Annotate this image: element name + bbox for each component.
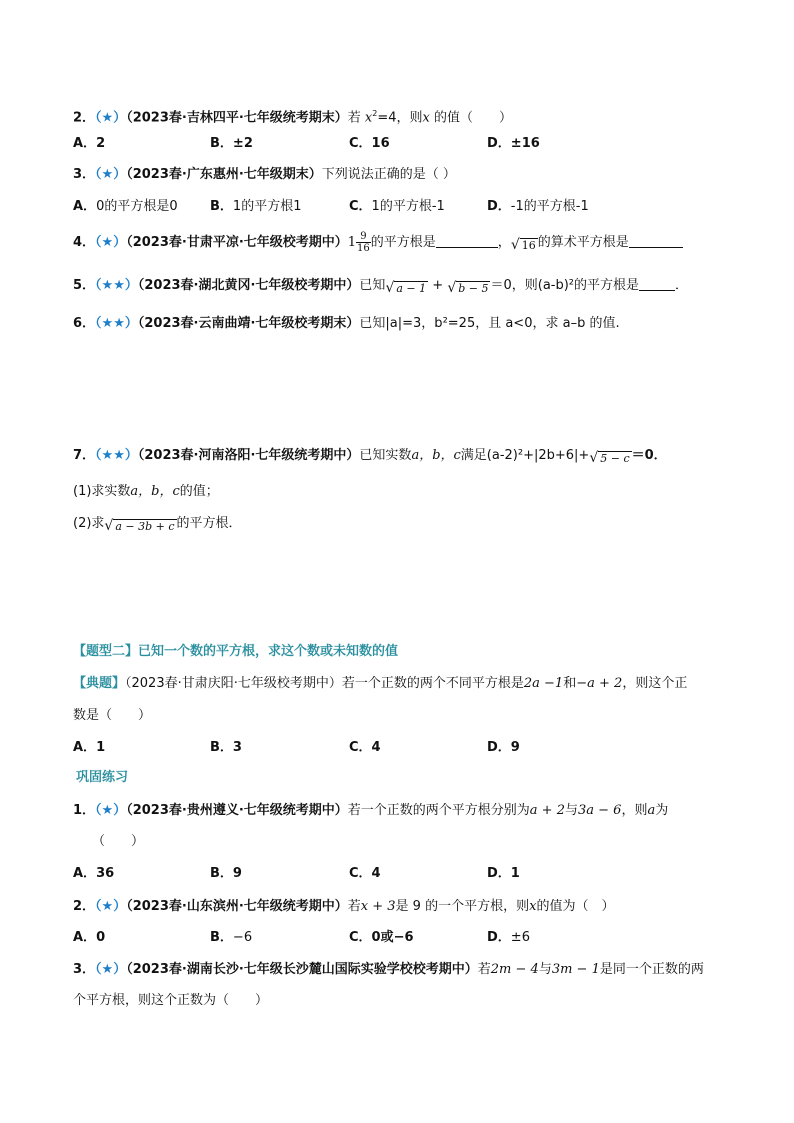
fraction [356, 231, 371, 254]
square-root [385, 278, 428, 299]
option-value: 2 [96, 136, 106, 151]
p2-source: （2023春·山东滨州·七年级统考期中） [126, 899, 348, 914]
q5-stem [73, 276, 688, 299]
option-value: ±16 [510, 136, 540, 151]
difficulty-stars: （★） [95, 235, 127, 250]
q2-option-d[interactable] [487, 134, 540, 154]
q6-number: 6． [73, 316, 96, 331]
q2-option-c[interactable] [349, 134, 390, 154]
q4-source: （2023春·甘肃平凉·七年级校考期中） [126, 235, 348, 250]
option-label: B． [210, 866, 233, 881]
option-label: B． [210, 199, 233, 214]
math-expression: 2m − 4 [490, 962, 539, 977]
example-option-c[interactable] [349, 738, 381, 758]
p3-number: 3． [73, 962, 96, 977]
option-value: 1 [510, 866, 520, 881]
q3-option-b[interactable] [210, 197, 301, 217]
q4-text: 的算术平方根是 [537, 235, 629, 250]
answer-blank[interactable] [639, 276, 675, 291]
example-text: 若一个正数的两个不同平方根是 [341, 676, 524, 691]
option-value: 4 [371, 866, 381, 881]
answer-blank[interactable] [436, 233, 498, 248]
p2-text: 是 9 的一个平方根，则 [395, 899, 530, 914]
q3-source: （2023春·广东惠州·七年级期末） [126, 167, 322, 182]
example-tag: 【典题】 [73, 676, 126, 691]
example-option-a[interactable] [73, 738, 105, 758]
q3-option-c[interactable] [349, 197, 445, 217]
option-value: 1的平方根-1 [371, 199, 445, 214]
p1-stem [73, 801, 668, 821]
q2-number: 2． [73, 110, 96, 126]
p2-option-a[interactable] [73, 928, 105, 948]
p2-text: 的值为（ ） [536, 899, 615, 914]
var-x: x [529, 899, 537, 914]
p1-source: （2023春·贵州遵义·七年级统考期中） [126, 803, 348, 818]
radicand: 5 − c [600, 452, 630, 465]
radicand: a − 1 [396, 282, 427, 295]
difficulty-stars: （★） [95, 167, 127, 182]
option-value: 0或−6 [371, 930, 414, 945]
q7-text: 已知实数 [359, 448, 412, 463]
q4-number: 4． [73, 235, 96, 250]
option-label: A． [73, 199, 97, 214]
q7-sub1-text: 的值； [179, 484, 219, 499]
p2-stem [73, 897, 614, 917]
option-value: 36 [96, 866, 115, 881]
answer-blank[interactable] [629, 233, 683, 248]
q7-text: 满足(a-2)²+|2b+6|+ [460, 448, 590, 463]
option-label: C． [349, 866, 372, 881]
exponent: 2 [372, 109, 378, 118]
variables: a，b，c [130, 484, 180, 499]
square-root [104, 516, 176, 537]
difficulty-stars: （★） [95, 803, 127, 818]
p1-text: 若一个正数的两个平方根分别为 [347, 803, 530, 818]
option-label: A． [73, 136, 97, 151]
option-label: C． [349, 199, 372, 214]
q6-text: 已知|a|=3，b²=25，且 a<0，求 a–b 的值. [359, 316, 620, 331]
q5-text: ＝0，则(a-b)²的平方根是 [490, 278, 640, 293]
section-title: 【题型二】已知一个数的平方根，求这个数或未知数的值 [73, 644, 399, 659]
difficulty-stars: （★★） [95, 278, 138, 293]
p2-option-c[interactable] [349, 928, 414, 948]
q3-stem [73, 165, 456, 185]
p3-source: （2023春·湖南长沙·七年级长沙麓山国际实验学校校考期中） [126, 962, 478, 977]
p3-stem [73, 960, 704, 980]
example-text: 和 [563, 676, 577, 691]
q7-number: 7． [73, 448, 96, 463]
q7-stem [73, 446, 667, 469]
difficulty-stars: （★） [95, 110, 127, 126]
option-label: A． [73, 866, 97, 881]
radical-sign-icon: √ [385, 280, 395, 296]
q7-sub1 [73, 482, 219, 502]
p2-option-b[interactable] [210, 928, 252, 948]
difficulty-stars: （★★） [95, 448, 138, 463]
p1-text: 与 [564, 803, 578, 818]
option-value: 9 [232, 866, 242, 881]
math-expression: 3a − 6 [577, 803, 622, 818]
q7-source: （2023春·河南洛阳·七年级统考期中） [137, 448, 360, 463]
option-label: B． [210, 740, 233, 755]
option-label: C． [349, 740, 372, 755]
q2-text: 若 [347, 110, 365, 126]
q5-source: （2023春·湖北黄冈·七年级校考期中） [137, 278, 360, 293]
p2-option-d[interactable] [487, 928, 530, 948]
math-expression: 2a −1 [523, 676, 564, 691]
p1-option-d[interactable] [487, 864, 520, 884]
p3-text: 是同一个正数的两 [599, 962, 704, 977]
p3-stem-line2: 个平方根，则这个正数为（ ） [73, 993, 269, 1008]
option-label: A． [73, 740, 97, 755]
example-source: （2023春·甘肃庆阳·七年级校考期中） [125, 676, 342, 691]
option-label: D． [487, 866, 511, 881]
q4-text: ， [497, 235, 511, 250]
option-label: D． [487, 930, 511, 945]
q2-source: （2023春·吉林四平·七年级统考期末） [126, 110, 348, 126]
q5-number: 5． [73, 278, 96, 293]
p1-text: 为 [655, 803, 669, 818]
square-root [589, 448, 631, 469]
p3-text: 若 [477, 962, 491, 977]
q3-option-d[interactable] [487, 197, 589, 217]
square-root [447, 278, 490, 299]
q3-number: 3． [73, 167, 96, 182]
math-expression: −a + 2 [576, 676, 623, 691]
example-option-b[interactable] [210, 738, 242, 758]
difficulty-stars: （★） [95, 899, 127, 914]
option-value: 4 [371, 740, 381, 755]
radical-sign-icon: √ [447, 280, 457, 296]
p2-number: 2． [73, 899, 96, 914]
q2-text: =4，则 [377, 110, 423, 126]
var-a: a [647, 803, 656, 818]
option-value: 1 [96, 740, 106, 755]
option-value: 16 [371, 136, 390, 151]
q5-text: ． [675, 278, 689, 293]
mixed-number-whole: 1 [347, 235, 357, 250]
example-stem [73, 674, 687, 694]
option-label: A． [73, 930, 97, 945]
option-value: −6 [232, 930, 253, 945]
option-label: C． [349, 136, 372, 151]
q4-text: 的平方根是 [370, 235, 436, 250]
q2-option-b[interactable] [210, 134, 253, 154]
radicand: b − 5 [458, 282, 489, 295]
var-x: x [364, 110, 373, 126]
radical-sign-icon: √ [104, 518, 114, 534]
p1-option-c[interactable] [349, 864, 381, 884]
option-value: ±6 [510, 930, 530, 945]
option-value: 9 [510, 740, 520, 755]
option-label: D． [487, 136, 511, 151]
option-label: D． [487, 199, 511, 214]
q3-text: 下列说法正确的是（ ） [321, 167, 456, 182]
option-value: 3 [232, 740, 242, 755]
practice-title: 巩固练习 [76, 770, 129, 785]
q5-text: 已知 [359, 278, 386, 293]
p1-option-b[interactable] [210, 864, 242, 884]
example-text: ，则这个正 [622, 676, 688, 691]
q7-sub2-text: (2)求 [73, 516, 105, 531]
q4-stem [73, 230, 683, 259]
radical-sign-icon: √ [589, 450, 599, 466]
option-label: B． [210, 930, 233, 945]
q3-option-a[interactable] [73, 197, 178, 217]
q2-option-a[interactable] [73, 134, 105, 154]
example-option-d[interactable] [487, 738, 520, 758]
difficulty-stars: （★★） [95, 316, 138, 331]
option-label: B． [210, 136, 233, 151]
p1-option-a[interactable] [73, 864, 114, 884]
math-expression: a + 2 [529, 803, 565, 818]
square-root [511, 232, 538, 259]
option-value: 0的平方根是0 [96, 199, 178, 214]
p3-text: 与 [538, 962, 552, 977]
fraction-numerator: 9 [356, 231, 371, 243]
math-expression: 3m − 1 [551, 962, 600, 977]
q7-sub2-text: 的平方根． [176, 516, 242, 531]
option-label: D． [487, 740, 511, 755]
variables: a，b，c [411, 448, 461, 463]
difficulty-stars: （★） [95, 962, 127, 977]
option-value: -1的平方根-1 [510, 199, 589, 214]
radical-sign-icon: √ [510, 237, 520, 253]
q6-stem [73, 314, 620, 334]
p1-number: 1． [73, 803, 96, 818]
q7-sub2 [73, 514, 242, 537]
radicand: a − 3b + c [115, 520, 175, 533]
option-value: 1的平方根1 [232, 199, 302, 214]
math-expression: x + 3 [360, 899, 396, 914]
plus-sign: + [428, 278, 448, 293]
q2-text: 的值（ ） [429, 110, 512, 126]
p1-text: ，则 [621, 803, 648, 818]
example-stem-line2: 数是（ ） [73, 708, 152, 723]
p1-stem-line2: （ ） [92, 834, 145, 849]
var-x: x [422, 110, 430, 126]
option-value: ±2 [232, 136, 253, 151]
p2-text: 若 [347, 899, 361, 914]
q2-stem [73, 104, 512, 128]
q6-source: （2023春·云南曲靖·七年级校考期末） [137, 316, 360, 331]
option-label: C． [349, 930, 372, 945]
fraction-denominator: 16 [357, 243, 370, 254]
q7-text: ＝0． [631, 448, 667, 463]
q7-sub1-text: (1)求实数 [73, 484, 131, 499]
option-value: 0 [96, 930, 106, 945]
radicand: 16 [521, 239, 536, 252]
